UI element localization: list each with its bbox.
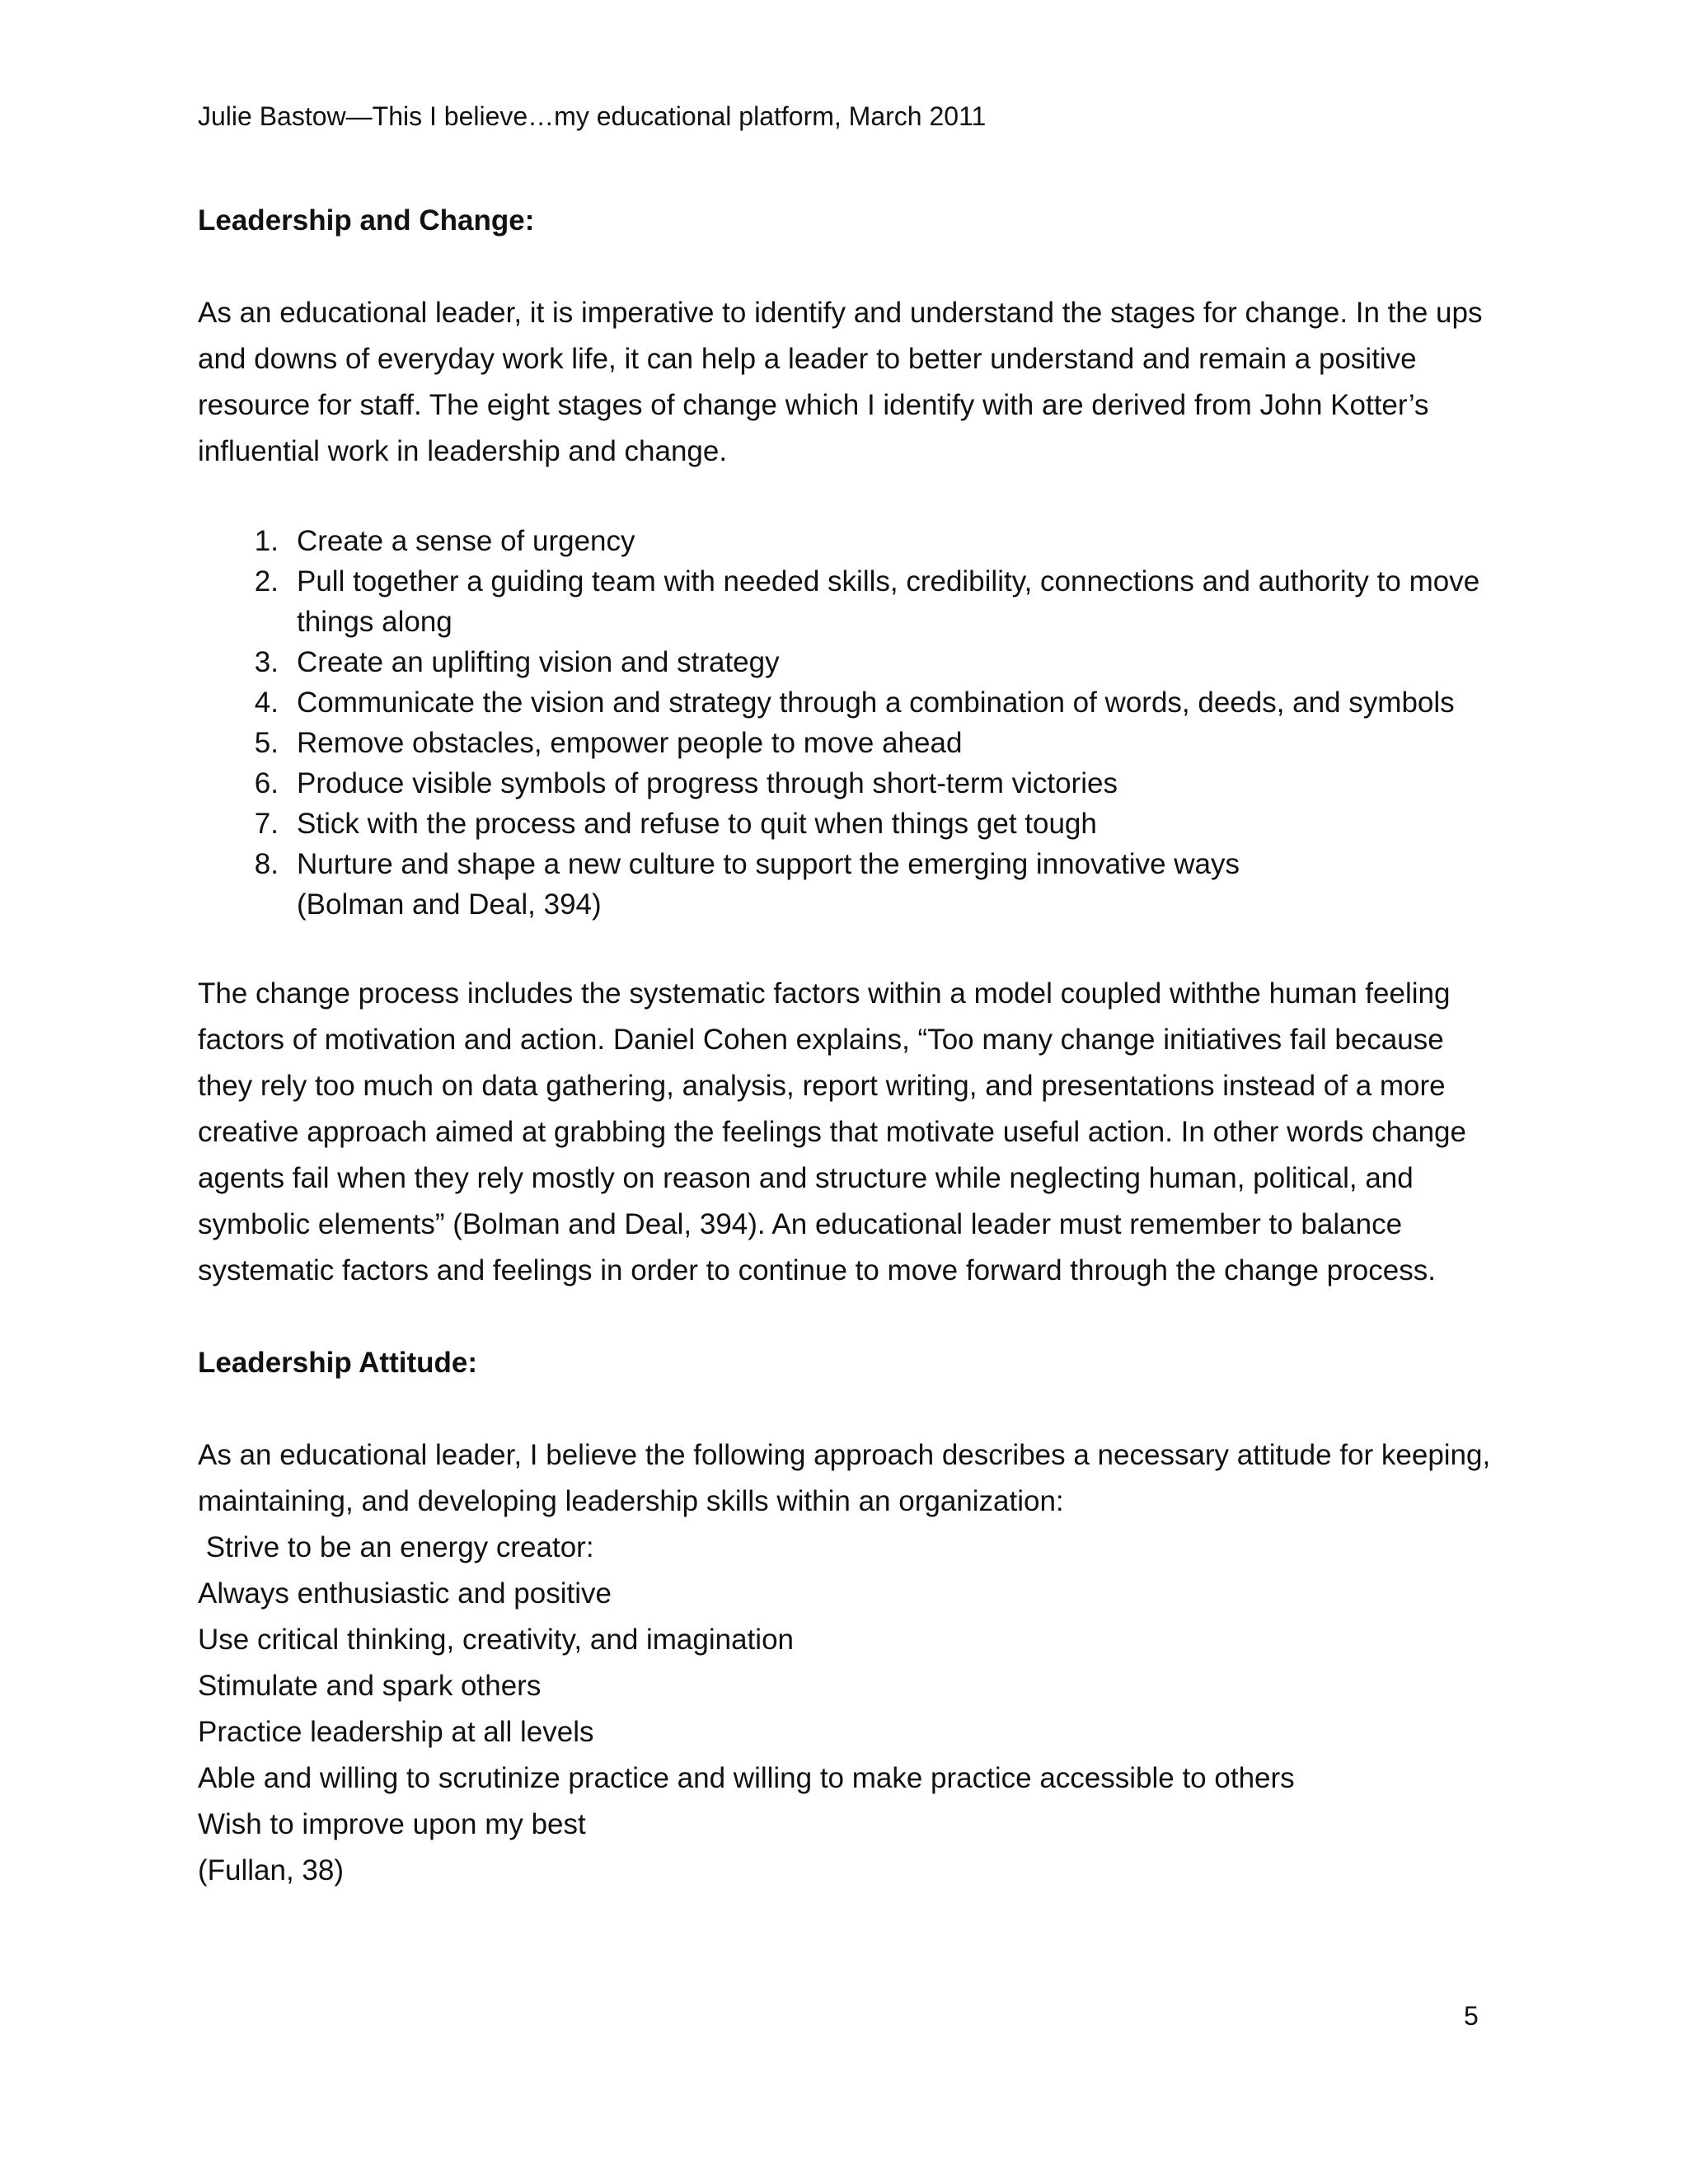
section-spacer <box>198 1294 1492 1340</box>
list-item-number: 4. <box>254 687 279 719</box>
list-item <box>198 804 1492 844</box>
stages-citation: (Bolman and Deal, 394) <box>297 888 602 921</box>
list-item <box>198 844 1492 925</box>
attitude-intro-paragraph <box>198 1432 1498 1571</box>
list-item: Able and willing to scrutinize practice and willing to make practice accessible to others <box>198 1762 1295 1794</box>
list-item: Practice leadership at all levels <box>198 1716 594 1748</box>
list-item-number: 1. <box>254 525 279 557</box>
list-item <box>198 561 1492 642</box>
running-header: Julie Bastow—This I believe…my educational platform, March 2011 <box>198 101 987 131</box>
list-item: Stimulate and spark others <box>198 1670 542 1702</box>
list-item-text: Produce visible symbols of progress through short-term victories <box>297 767 1118 799</box>
list-item-number: 7. <box>254 808 279 840</box>
list-item-text: Pull together a guiding team with needed skills, credibility, connections and authority to move things along <box>297 565 1480 638</box>
list-item-text: Remove obstacles, empower people to move ahead <box>297 727 963 759</box>
list-item <box>198 521 1492 561</box>
change-stages-list <box>198 521 1492 925</box>
change-process-paragraph: The change process includes the systematic factors within a model coupled withthe human feeling factors of motivation and action. Daniel Cohen explains, “Too many change initiatives fail because they rely too much on data gathering, analysis, report writing, and presentations instead of a more creative approach aimed at grabbing the feelings that motivate useful action. In other words change agents fail when they rely mostly on reason and structure while neglecting human, political, and symbolic elements” (Bolman and Deal, 394). An educational leader must remember to balance systematic factors and feelings in order to continue to move forward through the change process. <box>198 977 1466 1286</box>
attitude-citation: (Fullan, 38) <box>198 1854 345 1886</box>
list-item-number: 2. <box>254 565 279 598</box>
list-item-text: Communicate the vision and strategy through a combination of words, deeds, and symbols <box>297 687 1455 719</box>
list-item-text-main: Nurture and shape a new culture to support the emerging innovative ways <box>297 848 1240 880</box>
change-intro-paragraph: As an educational leader, it is imperative to identify and understand the stages for change. In the ups and downs of everyday work life, it can help a leader to better understand and remain a positive resource for staff. The eight stages of change which I identify with are derived from John Kotter’s influential work in leadership and change. <box>198 297 1483 467</box>
list-item <box>198 723 1492 763</box>
list-item-number: 8. <box>254 848 279 880</box>
list-item: Always enthusiastic and positive <box>198 1577 612 1610</box>
list-item-text: Stick with the process and refuse to quit when things get tough <box>297 808 1097 840</box>
list-item-number: 6. <box>254 767 279 799</box>
list-item-number: 3. <box>254 646 279 678</box>
attitude-intro-text: As an educational leader, I believe the following approach describes a necessary attitude for keeping, maintaining, and developing leadership skills within an organization: <box>198 1439 1498 1517</box>
attitude-list <box>198 1571 1492 1894</box>
list-item: Use critical thinking, creativity, and imagination <box>198 1624 795 1656</box>
list-item-text: Create a sense of urgency <box>297 525 635 557</box>
list-item-text <box>297 844 1492 925</box>
page-content <box>198 198 1498 1894</box>
list-item <box>198 763 1492 804</box>
page-number: 5 <box>1464 2001 1479 2031</box>
list-item-text: Create an uplifting vision and strategy <box>297 646 780 678</box>
list-item <box>198 642 1492 682</box>
attitude-lead-in: Strive to be an energy creator: <box>198 1531 594 1563</box>
list-item <box>198 682 1492 723</box>
list-item-number: 5. <box>254 727 279 759</box>
section-heading-leadership-attitude: Leadership Attitude: <box>198 1347 477 1379</box>
section-heading-leadership-and-change: Leadership and Change: <box>198 204 535 237</box>
list-item: Wish to improve upon my best <box>198 1808 586 1840</box>
